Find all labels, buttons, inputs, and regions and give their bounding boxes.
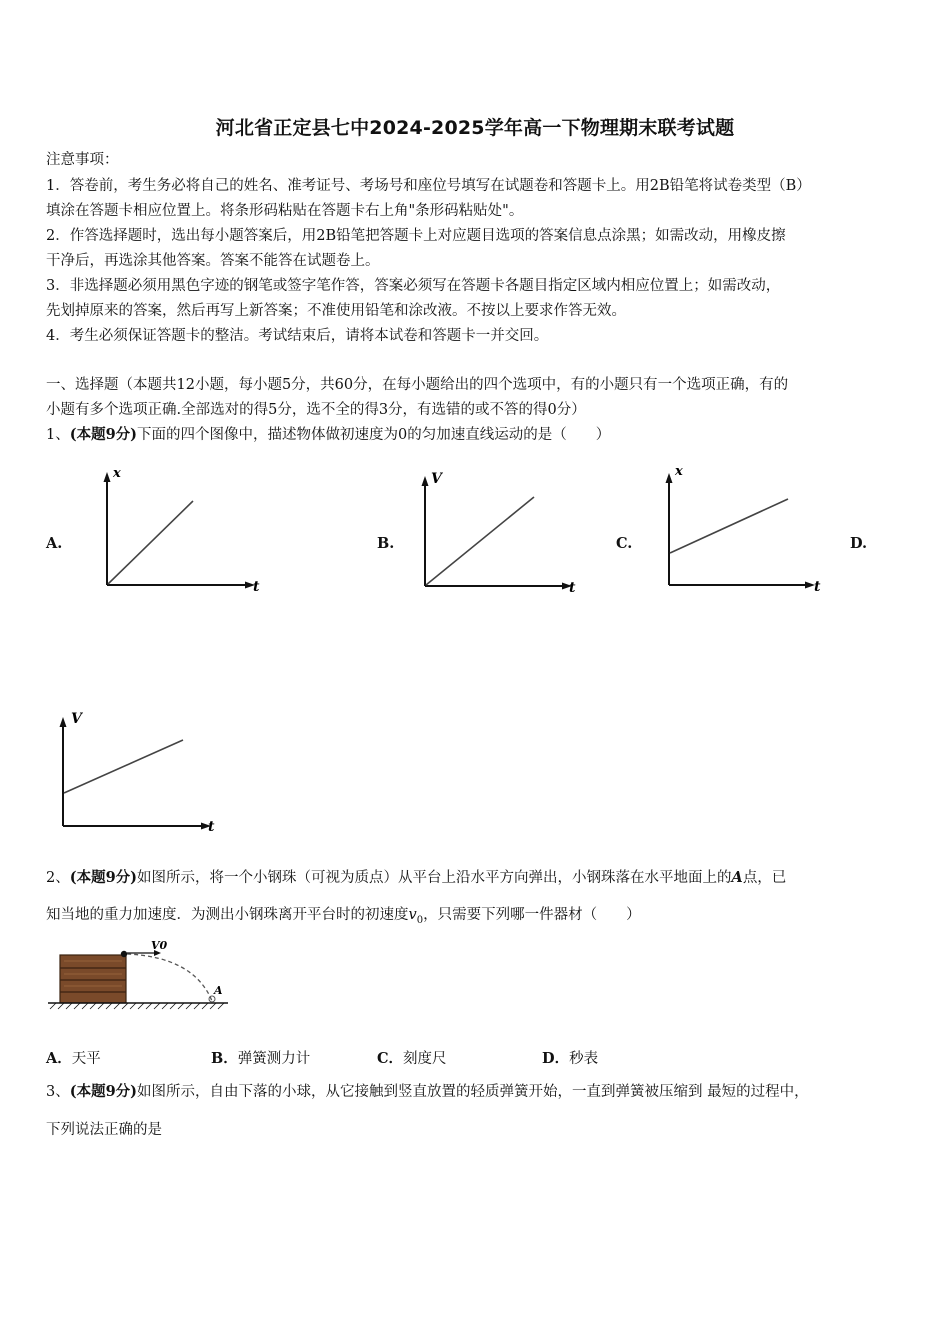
q2-option-c: [377, 1047, 447, 1068]
y-axis-label: V: [71, 711, 82, 727]
question-number: 3、: [46, 1084, 70, 1100]
option-text: 秒表: [569, 1051, 599, 1067]
question-1-stem: [46, 425, 916, 445]
question-meta: (本题9分): [69, 426, 138, 443]
x-axis-label: t: [814, 579, 821, 595]
graph-line: [64, 740, 183, 793]
question-text: 下面的四个图像中，描述物体做初速度为0的匀加速直线运动的是（ ）: [137, 427, 611, 443]
notice-line: 3．非选择题必须用黑色字迹的钢笔或签字笔作答，答案必须写在答题卡各题目指定区域内相应位置上；如需改动，: [46, 278, 781, 294]
velocity-label: V0: [151, 939, 168, 952]
q2-option-d: [542, 1047, 598, 1068]
graph-c: [657, 463, 832, 598]
y-axis-arrow-icon: [666, 473, 673, 483]
question-3-stem-line2: 下列说法正确的是: [46, 1122, 162, 1138]
question-number: 2、: [46, 870, 70, 886]
question-meta: (本题9分): [69, 1083, 138, 1100]
notice-line: 4．考生必须保证答题卡的整洁。考试结束后，请将本试卷和答题卡一并交回。: [46, 328, 549, 344]
x-axis-label: t: [208, 819, 215, 835]
platform: [60, 955, 126, 1003]
option-a-label: A.: [46, 535, 63, 552]
notice-line: 填涂在答题卡相应位置上。将条形码粘贴在答题卡右上角"条形码粘贴处"。: [46, 203, 524, 219]
q2-option-b: [211, 1047, 310, 1068]
section-heading: 小题有多个选项正确.全部选对的得5分，选不全的得3分，有选错的或不答的得0分）: [46, 402, 586, 418]
y-axis-arrow-icon: [60, 717, 67, 727]
steel-ball: [121, 951, 127, 957]
option-d-label: D.: [850, 535, 868, 552]
question-meta: (本题9分): [69, 869, 138, 886]
notice-heading: 注意事项：: [46, 152, 119, 168]
option-text: 天平: [71, 1051, 101, 1067]
question-number: 1、: [46, 427, 70, 443]
question-text: 如图所示，自由下落的小球，从它接触到竖直放置的轻质弹簧开始，一直到弹簧被压缩到 最短的过程中，: [137, 1084, 809, 1100]
y-axis-label: V: [431, 471, 442, 487]
y-axis-arrow-icon: [422, 476, 429, 486]
graph-line: [108, 501, 193, 584]
option-b-label: B.: [377, 535, 395, 552]
graph-line: [670, 499, 788, 553]
question-text: 点，已: [742, 870, 787, 886]
question-2-stem-line2: [46, 905, 916, 931]
velocity-symbol: v: [408, 907, 417, 923]
section-heading: 一、选择题（本题共12小题，每小题5分，共60分，在每小题给出的四个选项中，有的小题只有一个选项正确，有的: [46, 377, 789, 393]
question-text: 如图所示，将一个小钢珠（可视为质点）从平台上沿水平方向弹出，小钢珠落在水平地面上的: [137, 870, 732, 886]
projectile-figure: [44, 935, 234, 1015]
landing-label: A: [214, 984, 223, 997]
option-c-label: C.: [616, 535, 633, 552]
notice-line: 2．作答选择题时，选出每小题答案后，用2B铅笔把答题卡上对应题目选项的答案信息点涂黑；如需改动，用橡皮擦: [46, 228, 786, 244]
option-key: D．: [542, 1050, 570, 1067]
question-text: 知当地的重力加速度．为测出小钢珠离开平台时的初速度: [46, 907, 409, 923]
graph-line: [426, 497, 534, 585]
option-key: A．: [46, 1050, 72, 1067]
velocity-subscript: 0: [416, 914, 424, 926]
question-2-stem-line1: [46, 868, 916, 888]
trajectory: [127, 954, 212, 1001]
question-3-stem-line1: [46, 1082, 916, 1102]
graph-a: [95, 463, 270, 598]
graph-d: [52, 706, 227, 841]
x-axis-label: t: [569, 580, 576, 596]
notice-line: 1．答卷前，考生务必将自己的姓名、准考证号、考场号和座位号填写在试题卷和答题卡上。用2B铅笔将试卷类型（B）: [46, 178, 811, 194]
option-key: B．: [211, 1050, 238, 1067]
ground-hatching: [50, 1003, 224, 1009]
option-text: 刻度尺: [403, 1051, 447, 1067]
q2-option-a: [46, 1047, 101, 1068]
option-key: C．: [377, 1050, 404, 1067]
notice-line: 干净后，再选涂其他答案。答案不能答在试题卷上。: [46, 253, 380, 269]
notice-line: 先划掉原来的答案，然后再写上新答案；不准使用铅笔和涂改液。不按以上要求作答无效。: [46, 303, 626, 319]
graph-b: [413, 466, 588, 601]
y-axis-label: x: [675, 464, 683, 479]
question-text: ，只需要下列哪一件器材（ ）: [423, 907, 641, 923]
page-title: 河北省正定县七中2024-2025学年高一下物理期末联考试题: [215, 117, 735, 139]
option-text: 弹簧测力计: [237, 1051, 311, 1067]
x-axis-label: t: [253, 579, 260, 595]
point-symbol: A: [731, 869, 743, 886]
y-axis-label: x: [113, 466, 121, 481]
y-axis-arrow-icon: [104, 472, 111, 482]
